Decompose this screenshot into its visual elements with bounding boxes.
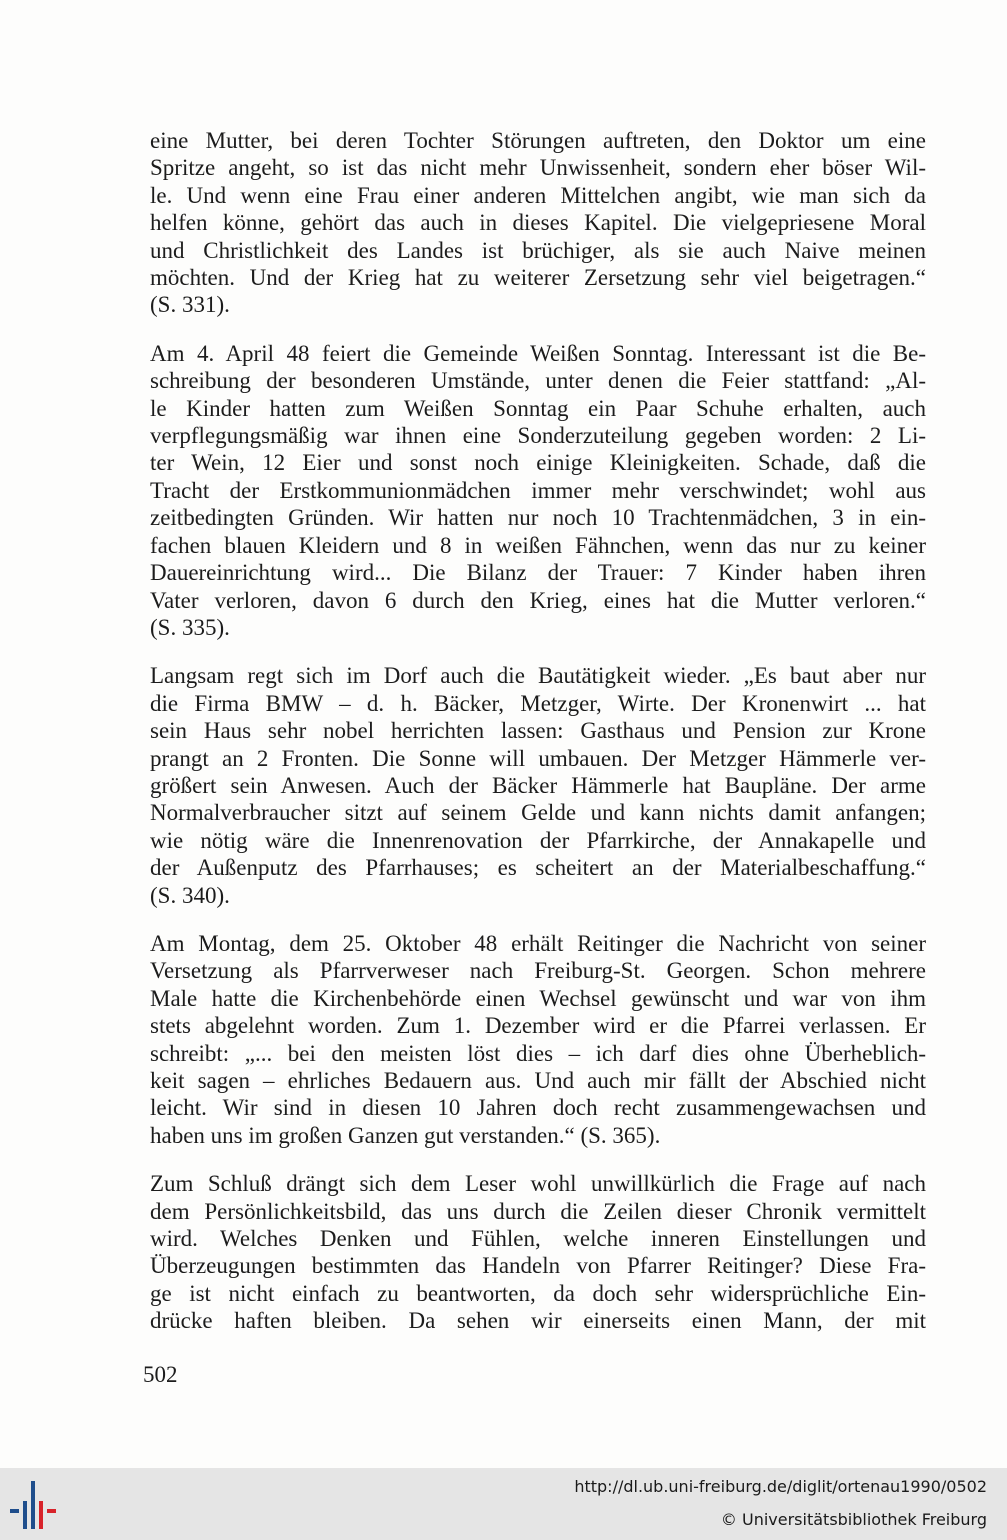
paragraph — [150, 662, 926, 909]
text-line: (S. 340). — [150, 882, 230, 908]
copyright-notice: © Universitätsbibliothek Freiburg — [720, 1510, 987, 1529]
text-line: Tracht der Erstkommunionmädchen immer mehr verschwindet; wohl aus — [150, 477, 926, 503]
body-text — [150, 127, 926, 1356]
text-line: ge ist nicht einfach zu beantworten, da doch sehr widersprüchliche Ein- — [150, 1280, 926, 1306]
text-line: größert sein Anwesen. Auch der Bäcker Hämmerle hat Baupläne. Der arme — [150, 772, 926, 798]
page-number: 502 — [143, 1362, 178, 1387]
text-line: helfen könne, gehört das auch in dieses Kapitel. Die vielgepriesene Moral — [150, 210, 926, 236]
text-line: dem Persönlichkeitsbild, das uns durch die Zeilen dieser Chronik vermittelt — [150, 1198, 926, 1224]
text-line: prangt an 2 Fronten. Die Sonne will umbauen. Der Metzger Hämmerle ver- — [150, 745, 926, 771]
text-line: Spritze angeht, so ist das nicht mehr Unwissenheit, sondern eher böser Wil- — [150, 155, 926, 181]
text-line: wird. Welches Denken und Fühlen, welche inneren Einstellungen und — [150, 1226, 926, 1252]
text-line: Überzeugungen bestimmten das Handeln von Pfarrer Reitinger? Diese Fra- — [150, 1253, 926, 1279]
text-line: drücke haften bleiben. Da sehen wir einerseits einen Mann, der mit — [150, 1308, 926, 1334]
text-line: le. Und wenn eine Frau einer anderen Mittelchen angibt, wie man sich da — [150, 182, 926, 208]
text-line: und Christlichkeit des Landes ist brüchiger, als sie auch Naive meinen — [150, 237, 926, 263]
ub-freiburg-logo-icon — [10, 1479, 64, 1531]
paragraph — [150, 127, 926, 319]
text-line: Male hatte die Kirchenbehörde einen Wechsel gewünscht und war von ihm — [150, 985, 926, 1011]
text-line: Normalverbraucher sitzt auf seinem Gelde und kann nichts damit anfangen; — [150, 800, 926, 826]
viewer-footer — [0, 1468, 1007, 1540]
text-line: le Kinder hatten zum Weißen Sonntag ein Paar Schuhe erhalten, auch — [150, 395, 926, 421]
text-line: der Außenputz des Pfarrhauses; es scheitert an der Materialbeschaffung.“ — [150, 855, 926, 881]
text-line: Vater verloren, davon 6 durch den Krieg, eines hat die Mutter verloren.“ — [150, 587, 926, 613]
text-line: leicht. Wir sind in diesen 10 Jahren doch recht zusammengewachsen und — [150, 1095, 926, 1121]
text-line: wie nötig wäre die Innenrenovation der Pfarrkirche, der Annakapelle und — [150, 827, 926, 853]
text-line: ter Wein, 12 Eier und sonst noch einige Kleinigkeiten. Schade, daß die — [150, 450, 926, 476]
text-line: stets abgelehnt worden. Zum 1. Dezember wird er die Pfarrei verlassen. Er — [150, 1013, 926, 1039]
text-line: Am Montag, dem 25. Oktober 48 erhält Reitinger die Nachricht von seiner — [150, 930, 926, 956]
text-line: die Firma BMW – d. h. Bäcker, Metzger, Wirte. Der Kronenwirt ... hat — [150, 690, 926, 716]
text-line: zeitbedingten Gründen. Wir hatten nur noch 10 Trachtenmädchen, 3 in ein- — [150, 505, 926, 531]
text-line: (S. 335). — [150, 614, 230, 640]
text-line: Am 4. April 48 feiert die Gemeinde Weißen Sonntag. Interessant ist die Be- — [150, 340, 926, 366]
paragraph — [150, 1170, 926, 1334]
source-url-link[interactable]: http://dl.ub.uni-freiburg.de/diglit/ortenau1990/0502 — [574, 1477, 987, 1496]
text-line: Langsam regt sich im Dorf auch die Bautätigkeit wieder. „Es baut aber nur — [150, 663, 926, 689]
text-line: eine Mutter, bei deren Tochter Störungen auftreten, den Doktor um eine — [150, 128, 926, 153]
paragraph — [150, 340, 926, 641]
paragraph — [150, 930, 926, 1149]
text-line: sein Haus sehr nobel herrichten lassen: Gasthaus und Pension zur Krone — [150, 718, 926, 744]
text-line: möchten. Und der Krieg hat zu weiterer Zersetzung sehr viel beigetragen.“ — [150, 265, 926, 291]
text-line: fachen blauen Kleidern und 8 in weißen Fähnchen, wenn das nur zu keiner — [150, 532, 926, 558]
text-line: Zum Schluß drängt sich dem Leser wohl unwillkürlich die Frage auf nach — [150, 1171, 926, 1197]
text-line: Versetzung als Pfarrverweser nach Freiburg-St. Georgen. Schon mehrere — [150, 958, 926, 984]
text-line: keit sagen – ehrliches Bedauern aus. Und auch mir fällt der Abschied nicht — [150, 1068, 926, 1093]
text-line: schreibung der besonderen Umstände, unter denen die Feier stattfand: „Al- — [150, 368, 926, 394]
text-line: Dauereinrichtung wird... Die Bilanz der Trauer: 7 Kinder haben ihren — [150, 560, 926, 586]
text-line: (S. 331). — [150, 292, 230, 318]
text-line: schreibt: „... bei den meisten löst dies – ich darf dies ohne Überheblich- — [150, 1040, 926, 1066]
text-line: verpflegungsmäßig war ihnen eine Sonderzuteilung gegeben worden: 2 Li- — [150, 423, 926, 449]
text-line: haben uns im großen Ganzen gut verstanden.“ (S. 365). — [150, 1122, 661, 1148]
